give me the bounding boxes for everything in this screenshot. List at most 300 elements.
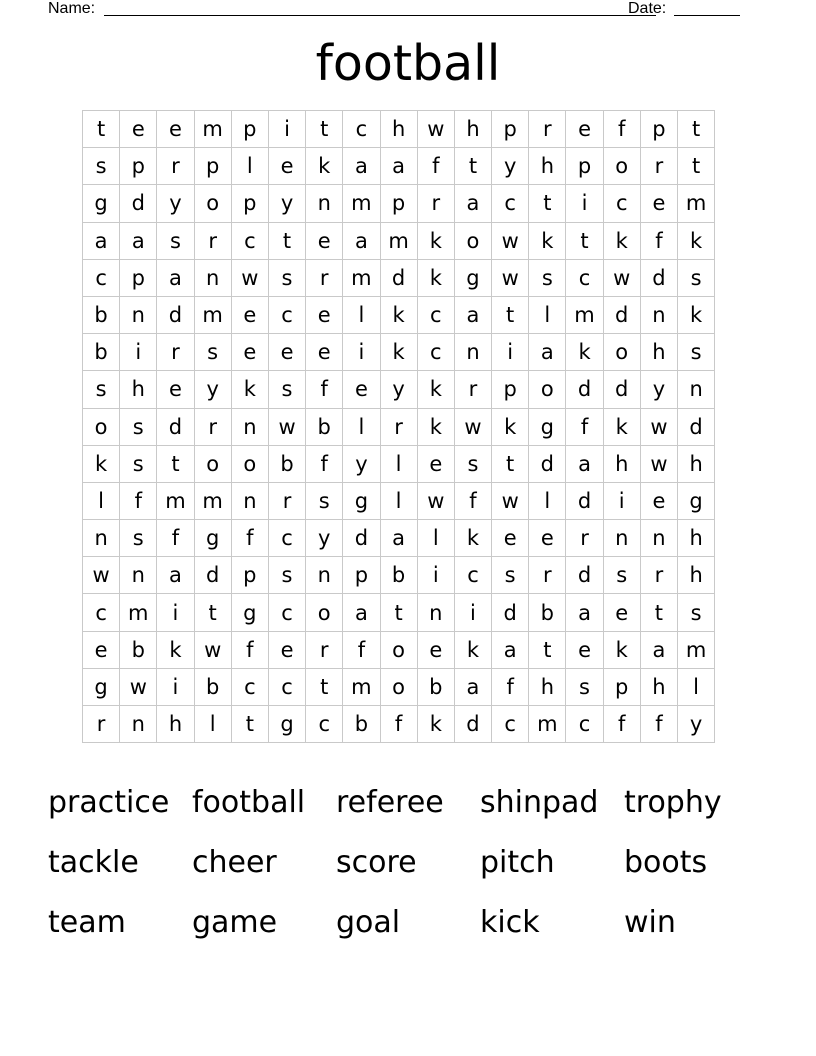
- grid-cell[interactable]: g: [529, 408, 566, 445]
- grid-cell[interactable]: c: [83, 259, 120, 296]
- grid-cell[interactable]: d: [120, 185, 157, 222]
- grid-cell[interactable]: n: [678, 371, 715, 408]
- grid-cell[interactable]: d: [194, 557, 231, 594]
- grid-cell[interactable]: o: [603, 148, 640, 185]
- grid-cell[interactable]: p: [640, 111, 677, 148]
- grid-cell[interactable]: f: [603, 111, 640, 148]
- grid-cell[interactable]: d: [678, 408, 715, 445]
- grid-cell[interactable]: c: [343, 111, 380, 148]
- grid-cell[interactable]: a: [566, 445, 603, 482]
- grid-cell[interactable]: w: [417, 482, 454, 519]
- grid-cell[interactable]: a: [454, 296, 491, 333]
- grid-cell[interactable]: s: [194, 334, 231, 371]
- grid-cell[interactable]: e: [640, 482, 677, 519]
- grid-cell[interactable]: g: [678, 482, 715, 519]
- grid-cell[interactable]: a: [120, 222, 157, 259]
- grid-cell[interactable]: l: [529, 296, 566, 333]
- grid-cell[interactable]: i: [454, 594, 491, 631]
- grid-cell[interactable]: n: [603, 520, 640, 557]
- grid-cell[interactable]: k: [417, 222, 454, 259]
- grid-cell[interactable]: n: [194, 259, 231, 296]
- grid-cell[interactable]: k: [603, 631, 640, 668]
- grid-cell[interactable]: y: [678, 706, 715, 743]
- grid-cell[interactable]: o: [603, 334, 640, 371]
- grid-cell[interactable]: a: [454, 185, 491, 222]
- grid-cell[interactable]: p: [380, 185, 417, 222]
- grid-cell[interactable]: a: [83, 222, 120, 259]
- grid-cell[interactable]: e: [306, 222, 343, 259]
- grid-cell[interactable]: a: [157, 259, 194, 296]
- grid-cell[interactable]: k: [83, 445, 120, 482]
- grid-cell[interactable]: k: [417, 706, 454, 743]
- grid-cell[interactable]: n: [306, 557, 343, 594]
- grid-cell[interactable]: s: [603, 557, 640, 594]
- grid-cell[interactable]: y: [306, 520, 343, 557]
- grid-cell[interactable]: k: [157, 631, 194, 668]
- grid-cell[interactable]: m: [194, 482, 231, 519]
- grid-cell[interactable]: w: [492, 222, 529, 259]
- grid-cell[interactable]: d: [157, 408, 194, 445]
- grid-cell[interactable]: p: [231, 185, 268, 222]
- grid-cell[interactable]: o: [194, 185, 231, 222]
- grid-cell[interactable]: k: [492, 408, 529, 445]
- grid-cell[interactable]: h: [529, 668, 566, 705]
- grid-cell[interactable]: f: [603, 706, 640, 743]
- grid-cell[interactable]: s: [120, 408, 157, 445]
- grid-cell[interactable]: w: [603, 259, 640, 296]
- grid-cell[interactable]: i: [343, 334, 380, 371]
- grid-cell[interactable]: e: [417, 631, 454, 668]
- grid-cell[interactable]: n: [83, 520, 120, 557]
- grid-cell[interactable]: r: [157, 148, 194, 185]
- grid-cell[interactable]: c: [566, 706, 603, 743]
- grid-cell[interactable]: w: [120, 668, 157, 705]
- grid-cell[interactable]: b: [268, 445, 305, 482]
- grid-cell[interactable]: r: [417, 185, 454, 222]
- grid-cell[interactable]: f: [306, 445, 343, 482]
- grid-cell[interactable]: g: [454, 259, 491, 296]
- grid-cell[interactable]: e: [231, 334, 268, 371]
- grid-cell[interactable]: e: [157, 371, 194, 408]
- grid-cell[interactable]: c: [231, 668, 268, 705]
- grid-cell[interactable]: h: [603, 445, 640, 482]
- grid-cell[interactable]: p: [231, 111, 268, 148]
- grid-cell[interactable]: d: [343, 520, 380, 557]
- grid-cell[interactable]: s: [268, 371, 305, 408]
- grid-cell[interactable]: m: [380, 222, 417, 259]
- grid-cell[interactable]: k: [603, 408, 640, 445]
- grid-cell[interactable]: p: [194, 148, 231, 185]
- grid-cell[interactable]: a: [566, 594, 603, 631]
- grid-row: [83, 706, 715, 743]
- grid-cell[interactable]: e: [417, 445, 454, 482]
- date-field[interactable]: [674, 15, 740, 16]
- grid-cell[interactable]: c: [268, 520, 305, 557]
- grid-cell[interactable]: h: [157, 706, 194, 743]
- grid-cell[interactable]: e: [268, 148, 305, 185]
- grid-cell[interactable]: h: [678, 445, 715, 482]
- grid-cell[interactable]: w: [231, 259, 268, 296]
- grid-cell[interactable]: e: [566, 631, 603, 668]
- grid-row: [83, 557, 715, 594]
- grid-cell[interactable]: l: [380, 482, 417, 519]
- grid-cell[interactable]: s: [268, 557, 305, 594]
- grid-row: [83, 520, 715, 557]
- grid-cell[interactable]: m: [678, 185, 715, 222]
- grid-cell[interactable]: y: [157, 185, 194, 222]
- grid-cell[interactable]: m: [678, 631, 715, 668]
- grid-cell[interactable]: e: [231, 296, 268, 333]
- grid-cell[interactable]: m: [120, 594, 157, 631]
- grid-cell[interactable]: k: [306, 148, 343, 185]
- grid-cell[interactable]: o: [231, 445, 268, 482]
- grid-cell[interactable]: r: [380, 408, 417, 445]
- grid-cell[interactable]: t: [306, 668, 343, 705]
- grid-cell[interactable]: c: [83, 594, 120, 631]
- grid-cell[interactable]: k: [380, 296, 417, 333]
- grid-cell[interactable]: f: [640, 222, 677, 259]
- grid-cell[interactable]: a: [157, 557, 194, 594]
- grid-cell[interactable]: r: [529, 557, 566, 594]
- grid-cell[interactable]: b: [529, 594, 566, 631]
- grid-cell[interactable]: s: [678, 259, 715, 296]
- grid-cell[interactable]: a: [640, 631, 677, 668]
- grid-cell[interactable]: p: [492, 371, 529, 408]
- grid-cell[interactable]: t: [157, 445, 194, 482]
- grid-cell[interactable]: g: [268, 706, 305, 743]
- grid-cell[interactable]: o: [454, 222, 491, 259]
- grid-cell[interactable]: c: [306, 706, 343, 743]
- grid-cell[interactable]: h: [380, 111, 417, 148]
- grid-cell[interactable]: r: [640, 557, 677, 594]
- grid-cell[interactable]: m: [194, 296, 231, 333]
- grid-cell[interactable]: p: [343, 557, 380, 594]
- grid-cell[interactable]: r: [157, 334, 194, 371]
- grid-cell[interactable]: f: [343, 631, 380, 668]
- grid-cell[interactable]: e: [529, 520, 566, 557]
- grid-cell[interactable]: y: [194, 371, 231, 408]
- grid-cell[interactable]: t: [529, 185, 566, 222]
- grid-cell[interactable]: t: [492, 296, 529, 333]
- grid-cell[interactable]: w: [454, 408, 491, 445]
- grid-cell[interactable]: h: [454, 111, 491, 148]
- grid-cell[interactable]: r: [83, 706, 120, 743]
- grid-cell[interactable]: d: [157, 296, 194, 333]
- grid-cell[interactable]: a: [380, 148, 417, 185]
- grid-cell[interactable]: g: [194, 520, 231, 557]
- grid-cell[interactable]: s: [454, 445, 491, 482]
- grid-cell[interactable]: r: [306, 259, 343, 296]
- grid-cell[interactable]: e: [306, 334, 343, 371]
- grid-cell[interactable]: c: [417, 334, 454, 371]
- grid-cell[interactable]: s: [157, 222, 194, 259]
- grid-cell[interactable]: n: [120, 557, 157, 594]
- grid-cell[interactable]: t: [640, 594, 677, 631]
- grid-cell[interactable]: o: [306, 594, 343, 631]
- grid-cell[interactable]: g: [231, 594, 268, 631]
- grid-cell[interactable]: e: [603, 594, 640, 631]
- grid-cell[interactable]: f: [566, 408, 603, 445]
- grid-cell[interactable]: k: [529, 222, 566, 259]
- grid-cell[interactable]: o: [529, 371, 566, 408]
- grid-cell[interactable]: l: [678, 668, 715, 705]
- grid-cell[interactable]: g: [83, 185, 120, 222]
- grid-cell[interactable]: l: [343, 296, 380, 333]
- grid-cell[interactable]: a: [343, 222, 380, 259]
- grid-cell[interactable]: d: [640, 259, 677, 296]
- grid-cell[interactable]: t: [678, 148, 715, 185]
- grid-cell[interactable]: n: [640, 296, 677, 333]
- grid-cell[interactable]: k: [417, 371, 454, 408]
- grid-cell[interactable]: e: [120, 111, 157, 148]
- grid-cell[interactable]: p: [492, 111, 529, 148]
- grid-cell[interactable]: y: [640, 371, 677, 408]
- grid-cell[interactable]: n: [120, 296, 157, 333]
- grid-cell[interactable]: c: [268, 668, 305, 705]
- grid-cell[interactable]: b: [194, 668, 231, 705]
- grid-cell[interactable]: f: [380, 706, 417, 743]
- grid-cell[interactable]: y: [380, 371, 417, 408]
- grid-cell[interactable]: w: [268, 408, 305, 445]
- grid-cell[interactable]: n: [417, 594, 454, 631]
- grid-cell[interactable]: e: [83, 631, 120, 668]
- grid-cell[interactable]: d: [566, 482, 603, 519]
- grid-cell[interactable]: s: [492, 557, 529, 594]
- grid-cell[interactable]: g: [343, 482, 380, 519]
- name-field[interactable]: [104, 15, 656, 16]
- grid-cell[interactable]: f: [492, 668, 529, 705]
- grid-cell[interactable]: r: [640, 148, 677, 185]
- grid-cell[interactable]: f: [417, 148, 454, 185]
- grid-cell[interactable]: e: [492, 520, 529, 557]
- grid-cell[interactable]: s: [83, 148, 120, 185]
- grid-cell[interactable]: o: [380, 631, 417, 668]
- grid-cell[interactable]: f: [454, 482, 491, 519]
- grid-cell[interactable]: c: [231, 222, 268, 259]
- grid-cell[interactable]: s: [678, 334, 715, 371]
- grid-cell[interactable]: k: [417, 259, 454, 296]
- grid-cell[interactable]: d: [454, 706, 491, 743]
- grid-cell[interactable]: g: [83, 668, 120, 705]
- grid-cell[interactable]: c: [454, 557, 491, 594]
- grid-cell[interactable]: k: [380, 334, 417, 371]
- grid-cell[interactable]: n: [231, 408, 268, 445]
- grid-cell[interactable]: c: [492, 185, 529, 222]
- grid-cell[interactable]: l: [231, 148, 268, 185]
- grid-cell[interactable]: d: [492, 594, 529, 631]
- grid-cell[interactable]: t: [529, 631, 566, 668]
- grid-cell[interactable]: t: [380, 594, 417, 631]
- grid-cell[interactable]: l: [529, 482, 566, 519]
- grid-cell[interactable]: l: [343, 408, 380, 445]
- grid-row: [83, 668, 715, 705]
- grid-cell[interactable]: n: [120, 706, 157, 743]
- grid-cell[interactable]: s: [566, 668, 603, 705]
- grid-cell[interactable]: w: [492, 482, 529, 519]
- grid-cell[interactable]: c: [268, 594, 305, 631]
- grid-cell[interactable]: p: [566, 148, 603, 185]
- grid-cell[interactable]: c: [603, 185, 640, 222]
- grid-cell[interactable]: s: [529, 259, 566, 296]
- grid-cell[interactable]: e: [640, 185, 677, 222]
- grid-cell[interactable]: t: [231, 706, 268, 743]
- grid-cell[interactable]: k: [454, 631, 491, 668]
- grid-cell[interactable]: h: [529, 148, 566, 185]
- grid-cell[interactable]: y: [268, 185, 305, 222]
- grid-cell[interactable]: c: [417, 296, 454, 333]
- grid-cell[interactable]: b: [83, 296, 120, 333]
- grid-cell[interactable]: b: [417, 668, 454, 705]
- grid-cell[interactable]: o: [83, 408, 120, 445]
- grid-cell[interactable]: n: [640, 520, 677, 557]
- grid-cell[interactable]: d: [380, 259, 417, 296]
- grid-cell[interactable]: k: [603, 222, 640, 259]
- grid-cell[interactable]: y: [343, 445, 380, 482]
- grid-cell[interactable]: m: [566, 296, 603, 333]
- grid-cell[interactable]: d: [566, 557, 603, 594]
- grid-cell[interactable]: t: [268, 222, 305, 259]
- grid-cell[interactable]: r: [566, 520, 603, 557]
- grid-cell[interactable]: s: [120, 445, 157, 482]
- grid-cell[interactable]: k: [417, 408, 454, 445]
- grid-cell[interactable]: s: [306, 482, 343, 519]
- grid-cell[interactable]: h: [640, 668, 677, 705]
- grid-cell[interactable]: p: [231, 557, 268, 594]
- grid-cell[interactable]: f: [640, 706, 677, 743]
- grid-cell[interactable]: t: [492, 445, 529, 482]
- grid-cell[interactable]: i: [566, 185, 603, 222]
- grid-cell[interactable]: b: [343, 706, 380, 743]
- grid-cell[interactable]: t: [454, 148, 491, 185]
- grid-cell[interactable]: c: [268, 296, 305, 333]
- grid-cell[interactable]: w: [417, 111, 454, 148]
- grid-cell[interactable]: w: [194, 631, 231, 668]
- grid-cell[interactable]: m: [194, 111, 231, 148]
- grid-cell[interactable]: a: [380, 520, 417, 557]
- grid-cell[interactable]: o: [194, 445, 231, 482]
- grid-cell[interactable]: p: [120, 148, 157, 185]
- grid-cell[interactable]: o: [380, 668, 417, 705]
- grid-cell[interactable]: b: [120, 631, 157, 668]
- grid-cell[interactable]: e: [343, 371, 380, 408]
- grid-cell[interactable]: t: [566, 222, 603, 259]
- grid-cell[interactable]: t: [678, 111, 715, 148]
- grid-row: [83, 111, 715, 148]
- grid-cell[interactable]: m: [343, 259, 380, 296]
- grid-cell[interactable]: t: [194, 594, 231, 631]
- grid-cell[interactable]: a: [343, 148, 380, 185]
- grid-cell[interactable]: e: [566, 111, 603, 148]
- grid-cell[interactable]: n: [306, 185, 343, 222]
- grid-cell[interactable]: a: [529, 334, 566, 371]
- grid-cell[interactable]: b: [380, 557, 417, 594]
- grid-cell[interactable]: l: [380, 445, 417, 482]
- grid-cell[interactable]: h: [678, 520, 715, 557]
- grid-cell[interactable]: d: [566, 371, 603, 408]
- grid-cell[interactable]: l: [417, 520, 454, 557]
- grid-cell[interactable]: s: [83, 371, 120, 408]
- grid-cell[interactable]: i: [268, 111, 305, 148]
- grid-cell[interactable]: f: [120, 482, 157, 519]
- grid-cell[interactable]: t: [306, 111, 343, 148]
- grid-cell[interactable]: r: [454, 371, 491, 408]
- grid-cell[interactable]: i: [492, 334, 529, 371]
- grid-cell[interactable]: b: [83, 334, 120, 371]
- grid-cell[interactable]: k: [678, 222, 715, 259]
- grid-cell[interactable]: f: [231, 520, 268, 557]
- grid-cell[interactable]: a: [454, 668, 491, 705]
- grid-cell[interactable]: m: [343, 185, 380, 222]
- grid-cell[interactable]: r: [529, 111, 566, 148]
- grid-cell[interactable]: k: [678, 296, 715, 333]
- grid-cell[interactable]: r: [268, 482, 305, 519]
- grid-cell[interactable]: i: [603, 482, 640, 519]
- grid-cell[interactable]: r: [306, 631, 343, 668]
- grid-cell[interactable]: c: [566, 259, 603, 296]
- grid-cell[interactable]: m: [343, 668, 380, 705]
- grid-cell[interactable]: k: [231, 371, 268, 408]
- word-list-item: goal: [336, 905, 401, 940]
- grid-cell[interactable]: i: [157, 668, 194, 705]
- grid-cell[interactable]: p: [603, 668, 640, 705]
- grid-cell[interactable]: m: [157, 482, 194, 519]
- grid-cell[interactable]: f: [157, 520, 194, 557]
- grid-cell[interactable]: n: [454, 334, 491, 371]
- grid-cell[interactable]: m: [529, 706, 566, 743]
- grid-cell[interactable]: t: [83, 111, 120, 148]
- grid-cell[interactable]: e: [268, 631, 305, 668]
- grid-cell[interactable]: w: [640, 445, 677, 482]
- grid-cell[interactable]: p: [120, 259, 157, 296]
- grid-cell[interactable]: s: [678, 594, 715, 631]
- grid-cell[interactable]: i: [157, 594, 194, 631]
- grid-row: [83, 408, 715, 445]
- grid-cell[interactable]: f: [231, 631, 268, 668]
- grid-cell[interactable]: d: [529, 445, 566, 482]
- grid-cell[interactable]: a: [492, 631, 529, 668]
- grid-cell[interactable]: l: [194, 706, 231, 743]
- grid-cell[interactable]: h: [120, 371, 157, 408]
- grid-cell[interactable]: r: [194, 408, 231, 445]
- grid-cell[interactable]: i: [417, 557, 454, 594]
- grid-cell[interactable]: h: [678, 557, 715, 594]
- grid-cell[interactable]: b: [306, 408, 343, 445]
- grid-cell[interactable]: w: [640, 408, 677, 445]
- grid-row: [83, 148, 715, 185]
- grid-cell[interactable]: y: [492, 148, 529, 185]
- grid-cell[interactable]: e: [306, 296, 343, 333]
- grid-cell[interactable]: h: [640, 334, 677, 371]
- grid-cell[interactable]: l: [83, 482, 120, 519]
- grid-cell[interactable]: a: [343, 594, 380, 631]
- grid-cell[interactable]: k: [454, 520, 491, 557]
- header: [48, 0, 740, 20]
- grid-cell[interactable]: w: [83, 557, 120, 594]
- grid-cell[interactable]: f: [306, 371, 343, 408]
- grid-cell[interactable]: i: [120, 334, 157, 371]
- grid-cell[interactable]: c: [492, 706, 529, 743]
- grid-cell[interactable]: e: [268, 334, 305, 371]
- grid-cell[interactable]: s: [120, 520, 157, 557]
- grid-cell[interactable]: s: [268, 259, 305, 296]
- grid-cell[interactable]: d: [603, 371, 640, 408]
- grid-cell[interactable]: n: [231, 482, 268, 519]
- grid-cell[interactable]: d: [603, 296, 640, 333]
- grid-cell[interactable]: r: [194, 222, 231, 259]
- grid-cell[interactable]: w: [492, 259, 529, 296]
- grid-cell[interactable]: k: [566, 334, 603, 371]
- grid-cell[interactable]: e: [157, 111, 194, 148]
